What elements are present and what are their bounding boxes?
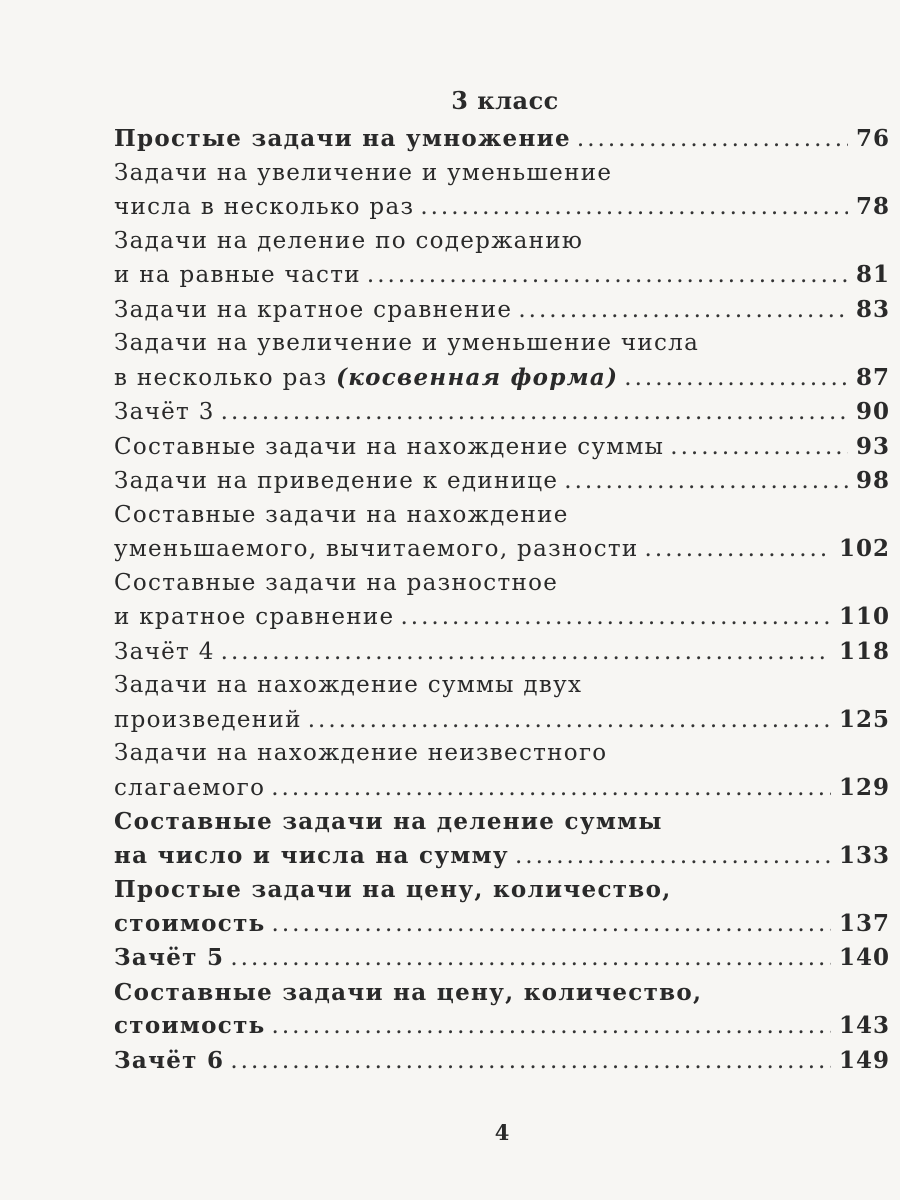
toc-entry[interactable] (114, 976, 890, 1044)
toc-page-number: 149 (838, 1046, 890, 1074)
toc-entry[interactable] (114, 1044, 890, 1079)
toc-entry[interactable] (114, 499, 890, 567)
dot-leader (221, 396, 848, 430)
toc-entry[interactable] (114, 157, 890, 225)
toc-page-number: 98 (855, 467, 890, 494)
toc-entry[interactable] (114, 464, 890, 499)
toc-page-number: 90 (855, 398, 890, 425)
dot-leader (518, 294, 848, 328)
toc-entry-title: Составные задачи на деление суммы (114, 808, 663, 835)
toc-entry-title: Составные задачи на разностное (114, 569, 559, 596)
toc-entry-title: Задачи на нахождение неизвестного (114, 740, 608, 766)
toc-entry-title-cont: на число и числа на сумму (114, 841, 509, 869)
toc-entry-title: Задачи на приведение к единице (114, 468, 559, 494)
toc-entry-title-cont: и кратное сравнение (114, 604, 395, 630)
toc-entry[interactable] (114, 395, 890, 430)
dot-leader (670, 431, 848, 465)
section-title: 3 класс (451, 86, 559, 115)
toc-page-number: 93 (855, 432, 890, 460)
dot-leader (420, 191, 848, 225)
toc-page-number: 137 (838, 909, 890, 937)
toc-page-number: 87 (855, 363, 890, 391)
toc-entry-title-cont: числа в несколько раз (114, 194, 415, 220)
dot-leader (221, 636, 831, 670)
toc-entry-title: Зачёт 5 (114, 944, 225, 971)
toc-page-number: 78 (855, 193, 890, 220)
toc-entry[interactable] (114, 293, 890, 328)
toc-entry-title: Задачи на деление по содержанию (114, 227, 584, 254)
toc-entry-title-cont: стоимость (114, 909, 266, 937)
toc-entry-title: Зачёт 3 (114, 399, 215, 425)
toc-entry[interactable] (114, 122, 890, 157)
toc-entry-title: Задачи на увеличение и уменьшение числа (114, 330, 700, 356)
toc-entry-title-cont: и на равные части (114, 262, 361, 288)
dot-leader (400, 601, 831, 635)
toc-entry-title: Зачёт 6 (114, 1046, 225, 1074)
toc-entry[interactable] (114, 225, 890, 293)
toc-entry-title: Задачи на нахождение суммы двух (114, 672, 583, 698)
toc-entry-title: Составные задачи на нахождение (114, 501, 569, 528)
toc-entry-title-cont (114, 361, 618, 396)
toc-page-number: 76 (855, 125, 890, 152)
dot-leader (645, 533, 831, 567)
toc-entry[interactable] (114, 635, 890, 670)
toc-entry[interactable] (114, 941, 890, 976)
toc-entry[interactable] (114, 327, 890, 395)
toc-entry-title: Составные задачи на цену, количество, (114, 978, 703, 1006)
toc-entry-title: Простые задачи на умножение (114, 125, 571, 152)
toc-entry-title-cont: уменьшаемого, вычитаемого, разности (114, 536, 639, 562)
toc-entry-title: Зачёт 4 (114, 638, 215, 665)
toc-entry[interactable] (114, 805, 890, 873)
dot-leader (272, 1010, 831, 1044)
dot-leader (271, 772, 831, 806)
toc-page-number: 102 (838, 535, 890, 562)
toc-entry-title: Составные задачи на нахождение суммы (114, 433, 665, 460)
toc-page-number: 143 (838, 1012, 890, 1039)
toc-entry[interactable] (114, 873, 890, 941)
toc-entry-title-part: в несколько раз (114, 364, 337, 391)
dot-leader (230, 1045, 831, 1079)
dot-leader (367, 259, 848, 293)
toc-entry[interactable] (114, 737, 890, 805)
dot-leader (230, 942, 831, 976)
toc-entry-title: Задачи на кратное сравнение (114, 296, 513, 323)
page-number: 4 (494, 1120, 510, 1145)
toc-entry-title: Простые задачи на цену, количество, (114, 876, 672, 903)
toc-entry[interactable] (114, 567, 890, 635)
toc-entry-title: Задачи на увеличение и уменьшение (114, 159, 613, 186)
toc-entry-title-cont: стоимость (114, 1012, 266, 1039)
toc-page-number: 110 (838, 603, 890, 630)
dot-leader (577, 123, 848, 157)
dot-leader (515, 840, 831, 874)
toc-entry-title-cont: произведений (114, 706, 302, 733)
toc-page-number: 133 (838, 841, 890, 869)
toc-entry-title-cont: слагаемого (114, 774, 266, 801)
toc-entry[interactable] (114, 669, 890, 737)
toc-page-number: 83 (855, 295, 890, 323)
toc-page-number: 125 (838, 705, 890, 733)
toc-page-number: 129 (838, 773, 890, 801)
toc-entry-italic: (косвенная форма) (336, 363, 619, 391)
dot-leader (564, 465, 848, 499)
toc-page-number: 81 (855, 261, 890, 288)
table-of-contents (114, 122, 890, 1078)
dot-leader (272, 908, 831, 942)
dot-leader (624, 362, 848, 396)
toc-page-number: 118 (838, 637, 890, 665)
toc-page-number: 140 (838, 944, 890, 971)
dot-leader (308, 704, 831, 738)
toc-entry[interactable] (114, 430, 890, 465)
